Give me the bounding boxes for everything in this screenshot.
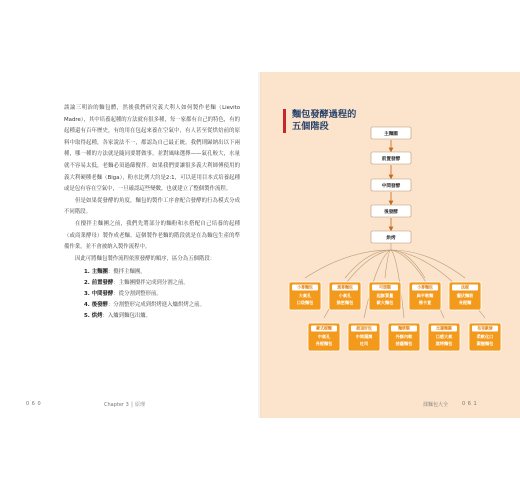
stage-item-3: 3. 中間發酵：從分割到整形前。 (84, 291, 162, 298)
book-title-footer: 揉麵包大全 (423, 402, 449, 408)
upper-card-title: 小麥麵包 (417, 284, 433, 290)
stage-item-2: 2. 前置發酵：主麵團攪拌完成到分割之前。 (84, 280, 189, 287)
main-step-label: 中間發酵 (381, 184, 401, 189)
stage-item-5: 5. 烘烤：入爐到麵包出爐。 (84, 313, 152, 320)
upper-card-line: 口袋麵包 (296, 300, 314, 305)
paragraph-2: 但是如果從發酵的角度，麵包的製作工序會配合發酵的行為模式分成不同階段。 (64, 197, 240, 216)
right-page-number: 0 6 1 (462, 401, 478, 407)
lower-card-title: 甜頂好包 (356, 325, 372, 331)
lower-card-line: 披薩麵包 (395, 341, 413, 346)
chart-title-line-1: 麵包發酵過程的 (292, 109, 357, 120)
left-page-number: 0 6 0 (26, 401, 42, 407)
lower-card-line: 中間濕潤 (355, 334, 373, 339)
main-step-label: 後發酵 (384, 210, 398, 215)
upper-card-title: 可頌類 (379, 284, 391, 290)
paragraph-4: 因此可將麵包製作流程依照發酵的順序，區分為五個階段： (75, 255, 216, 262)
chapter-label: Chapter 3 │ 原理 (104, 402, 145, 408)
main-step-label: 前置發酵 (381, 157, 401, 162)
lower-card-line: 吐司 (359, 341, 369, 346)
upper-card-title: 法棍 (461, 284, 469, 290)
lower-card-title: 布里歐修 (477, 325, 493, 331)
connector-line (391, 250, 465, 278)
lower-card-line: 長棍麵包 (315, 341, 333, 346)
lower-card-line: 圓圈麵包 (476, 341, 494, 346)
lower-card-title: 麵餅類 (398, 325, 410, 331)
main-step-label: 烘烤 (386, 236, 396, 241)
chart-title-line-2: 五個階段 (292, 121, 329, 132)
lower-card-title: 歐式棍麵 (316, 325, 332, 331)
stage-item-4: 4. 後發酵：分割整形完成到烘烤進入爐烘烤之前。 (84, 302, 205, 309)
upper-card-title: 小麥麵包 (297, 284, 313, 290)
upper-card-line: 綿密麵包 (336, 300, 354, 305)
upper-card-line: 佛卡夏 (418, 300, 432, 305)
lower-card-line: 口感大氣 (435, 334, 453, 339)
paragraph-1: 談論三明治的麵包體，然後我們研究義大利人如何製作老麵（Lievito Madre），其中培養起種的方法就有很多種，每一家都有自己的特色，有的起種還有百年歷史，有的用在包起來養在空氣中，有人甚至從烘焙前的原料中取得起種，各家說法不一，都認為自己最正統。我們則歸納出以下兩種，哪一種的方法就是隨同要將做事，並對風味選擇——氣孔較大，水量就不容易太低，老麵必須過篩攪拌。如果我們要讓很多義大利師傅使用的義大利硬種老麵（Biga），粉水比例大約是2:1，可以延用目本式培養起種或是包有容在空氣中，一旦確認這些變數，也就建立了整個製作流程。 (64, 105, 240, 193)
upper-card-line: 歐大麵包 (376, 300, 394, 305)
main-step-label: 主麵團 (384, 132, 398, 137)
upper-card-line: 長棍麵 (458, 300, 472, 305)
paragraph-3: 在攪拌主麵團之前，我們先將部分的麵粉和水搭配自己培養的起種（或商業酵母）製作成老麵。這個製作老麵的階段就是在為麵包生產的準備作業，並不會被納入製作流程中。 (64, 220, 240, 251)
upper-card-line: 小氣孔 (338, 293, 352, 298)
lower-card-line: 中氣孔 (317, 334, 331, 339)
connector-line (345, 250, 391, 278)
stage-item-1: 1. 主麵團：攪拌主麵團。 (84, 269, 146, 276)
lower-card-line: 窯烤麵包 (435, 341, 453, 346)
upper-card-line: 大氣孔 (298, 293, 312, 298)
upper-card-line: 擺伏麵筋 (456, 293, 474, 298)
lower-card-title: 比薩麵團 (436, 325, 452, 331)
upper-card-line: 起酥質量 (376, 293, 394, 298)
lower-card-line: 柔軟化口 (476, 334, 494, 339)
upper-card-title: 黑麥麵包 (337, 284, 353, 290)
lower-card-line: 外酥內軟 (395, 334, 413, 339)
upper-card-line: 扁平軟麵 (416, 293, 434, 298)
